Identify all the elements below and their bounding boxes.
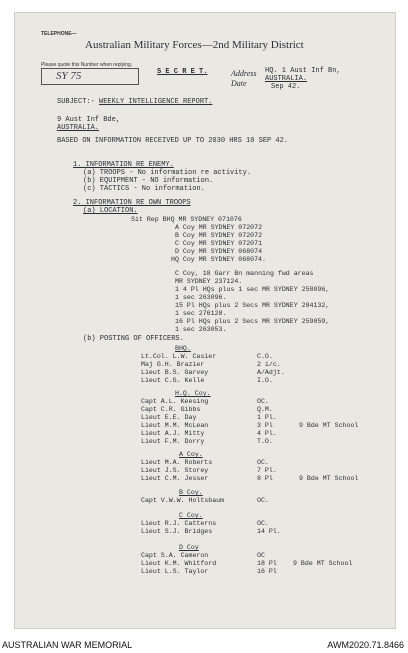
c-coy-line: 16 Pl HQs plus 2 Secs MR SYDNEY 259059, <box>175 318 330 325</box>
subject-text: WEEKLY INTELLIGENCE REPORT. <box>99 98 213 106</box>
group-heading: D Coy <box>179 544 199 551</box>
c-coy-line: MR SYDNEY 237124. <box>175 278 243 285</box>
section1-heading: 1. INFORMATION RE ENEMY. <box>73 161 174 169</box>
officer-role: Q.M. <box>257 406 273 413</box>
c-coy-line: 1 sec 263096. <box>175 294 227 301</box>
group-heading: BHQ. <box>175 345 191 352</box>
officer-name: Capt C.R. Gibbs <box>141 406 201 413</box>
officer-name: Lieut E.E. Day <box>141 414 197 421</box>
section1-item-c: (c) TACTICS - No information. <box>83 185 205 193</box>
c-coy-line: C Coy, 18 Garr Bn manning fwd areas <box>175 270 314 277</box>
c-coy-line: 1 sec 263053. <box>175 326 227 333</box>
sitrep-line: B Coy MR SYDNEY 072072 <box>175 232 263 239</box>
officer-name: Lieut K.M. Whitford <box>141 560 217 567</box>
officer-role: OC <box>257 552 265 559</box>
ref-number: SY 75 <box>56 70 82 82</box>
officer-name: Lieut F.M. Dorry <box>141 438 205 445</box>
c-coy-line: 1 4 Pl HQs plus 1 sec MR SYDNEY 258096, <box>175 286 330 293</box>
officer-name: Lieut M.M. McLean <box>141 422 209 429</box>
officer-role: OC. <box>257 520 269 527</box>
section2-sub-a: (a) LOCATION. <box>83 207 138 215</box>
group-heading: C Coy. <box>179 512 203 519</box>
officer-name: Lieut A.J. Mitty <box>141 430 205 437</box>
address-value: HQ. 1 Aust Inf Bn, <box>265 67 341 75</box>
officer-role: OC. <box>257 398 269 405</box>
officer-name: Lt.Col. L.W. Casier <box>141 353 217 360</box>
officer-role: T.O. <box>257 438 273 445</box>
address-label: Address <box>231 69 257 78</box>
officer-name: Lieut C.M. Jesser <box>141 475 209 482</box>
officer-role: 14 Pl. <box>257 528 281 535</box>
officer-name: Capt V.W.W. Holtsbaum <box>141 497 225 504</box>
section2-sub-b: (b) POSTING OF OFFICERS. <box>83 335 184 343</box>
recipient-line-2: AUSTRALIA. <box>57 124 100 132</box>
c-coy-line: 1 sec 276128. <box>175 310 227 317</box>
subject-label: SUBJECT:- <box>57 98 95 106</box>
group-heading: B Coy. <box>179 489 203 496</box>
officer-name: Lieut R.J. Catterns <box>141 520 217 527</box>
org-title: Australian Military Forces—2nd Military District <box>85 39 304 51</box>
officer-role: 8 Pl <box>257 475 273 482</box>
telephone-label: TELEPHONE— <box>41 31 77 37</box>
sitrep-line: C Coy MR SYDNEY 072071 <box>175 240 263 247</box>
officer-role: 7 Pl. <box>257 467 277 474</box>
date-label: Date <box>231 79 247 88</box>
officer-name: Lieut M.A. Roberts <box>141 459 213 466</box>
c-coy-line: 15 Pl HQs plus 2 Secs MR SYDNEY 284132, <box>175 302 330 309</box>
officer-note: 9 Bde MT School <box>293 560 353 567</box>
officer-role: 3 Pl <box>257 422 273 429</box>
sitrep-line: HQ Coy MR SYDNEY 068074. <box>171 256 266 263</box>
officer-name: Lieut L.S. Taylor <box>141 568 209 575</box>
officer-name: Capt S.A. Cameron <box>141 552 209 559</box>
officer-role: 4 Pl. <box>257 430 277 437</box>
date-value: Sep 42. <box>271 83 301 91</box>
officer-role: 2 i/c. <box>257 361 281 368</box>
section1-item-a: (a) TROOPS - No information re activity. <box>83 169 252 177</box>
officer-role: I.O. <box>257 377 273 384</box>
officer-name: Maj G.H. Brazier <box>141 361 205 368</box>
group-heading: H.Q. Coy. <box>175 390 211 397</box>
sitrep-line: A Coy MR SYDNEY 072072 <box>175 224 263 231</box>
document-page <box>14 12 396 629</box>
sitrep-line: D Coy MR SYDNEY 068074 <box>175 248 263 255</box>
section1-item-b: (b) EQUIPMENT - NO information. <box>83 177 214 185</box>
officer-role: 1 Pl. <box>257 414 277 421</box>
archive-footer <box>0 637 408 653</box>
officer-role: 16 Pl <box>257 568 277 575</box>
ref-number-box <box>41 68 139 85</box>
subject-line <box>57 98 212 107</box>
sitrep-line: Sit Rep BHQ MR SYDNEY 071076 <box>131 216 242 223</box>
officer-role: OC. <box>257 459 269 466</box>
officer-role: 18 Pl <box>257 560 277 567</box>
officer-name: Lieut J.S. Storey <box>141 467 209 474</box>
recipient-line-1: 9 Aust Inf Bde, <box>57 116 121 124</box>
address-value-2: AUSTRALIA. <box>265 75 308 83</box>
officer-name: Capt A.L. Keesing <box>141 398 209 405</box>
officer-note: 9 Bde MT School <box>299 475 359 482</box>
officer-name: Lieut C.G. Kelle <box>141 377 205 384</box>
officer-name: Lieut B.S. Garvey <box>141 369 209 376</box>
officer-role: A/Adjt. <box>257 369 285 376</box>
section2-heading: 2. INFORMATION RE OWN TROOPS <box>73 199 191 207</box>
officer-role: OC. <box>257 497 269 504</box>
officer-name: Lieut S.J. Bridges <box>141 528 213 535</box>
basis-line: BASED ON INFORMATION RECEIVED UP TO 2030 HRS 10 SEP 42. <box>57 137 289 145</box>
officer-note: 9 Bde MT School <box>299 422 359 429</box>
officer-role: C.O. <box>257 353 273 360</box>
group-heading: A Coy. <box>179 451 203 458</box>
footer-accession-number: AWM2020.71.8466 <box>327 640 404 650</box>
quote-note: Please quote this Number when replying. <box>41 62 133 68</box>
footer-institution: AUSTRALIAN WAR MEMORIAL <box>2 640 133 650</box>
classification: S E C R E T. <box>157 68 208 76</box>
